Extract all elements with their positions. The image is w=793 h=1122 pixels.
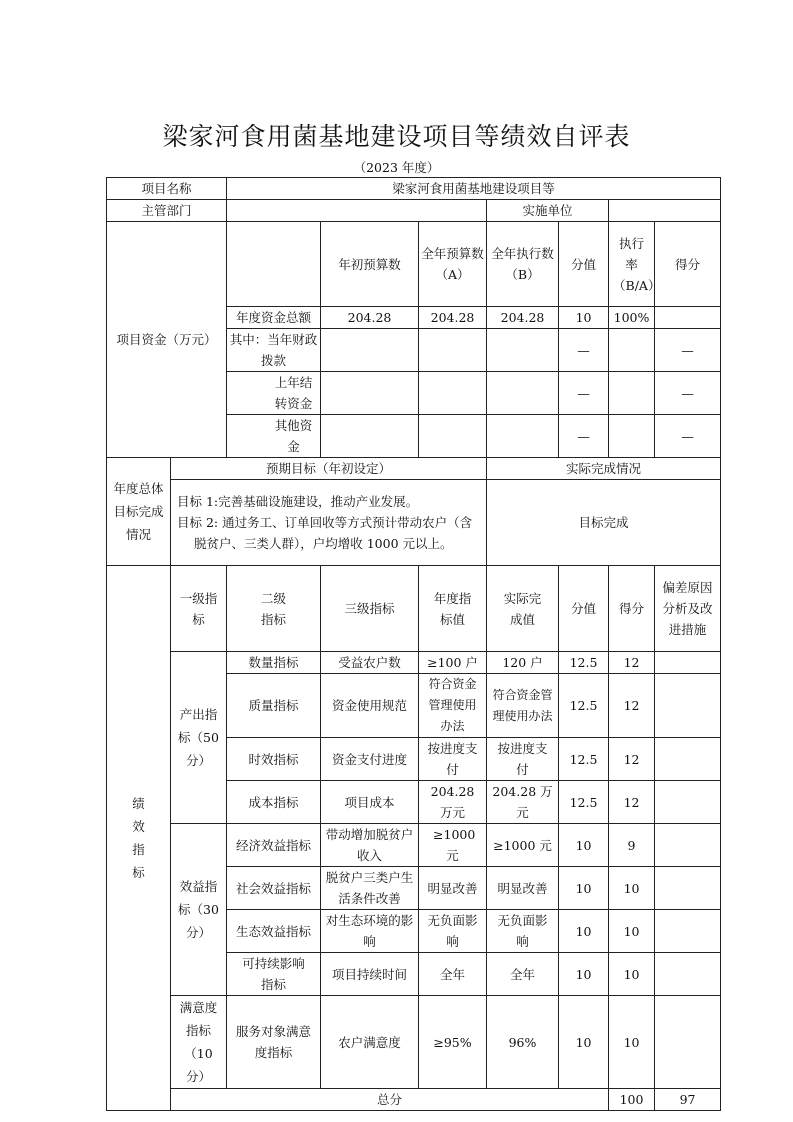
perf-target: 明显改善 xyxy=(419,867,487,910)
perf-deviation xyxy=(655,781,721,824)
perf-actual: 96% xyxy=(487,996,559,1089)
total-score: 97 xyxy=(655,1089,721,1111)
perf-header-score: 得分 xyxy=(609,566,655,652)
perf-deviation xyxy=(655,824,721,867)
project-name-label: 项目名称 xyxy=(107,178,227,200)
perf-target: ≥100 户 xyxy=(419,652,487,674)
perf-deviation xyxy=(655,996,721,1089)
funds-score xyxy=(655,307,721,329)
perf-score: 9 xyxy=(609,824,655,867)
perf-group-benefit: 效益指标（30分） xyxy=(171,824,227,996)
perf-score: 12 xyxy=(609,674,655,738)
perf-target: ≥95% xyxy=(419,996,487,1089)
funds-score-value: — xyxy=(559,329,609,372)
funds-rate xyxy=(609,372,655,415)
perf-target: ≥1000 元 xyxy=(419,824,487,867)
perf-actual: 明显改善 xyxy=(487,867,559,910)
perf-deviation xyxy=(655,652,721,674)
funds-rate xyxy=(609,329,655,372)
perf-score-value: 10 xyxy=(559,867,609,910)
perf-score: 10 xyxy=(609,910,655,953)
funds-header-score: 得分 xyxy=(655,222,721,307)
funds-initial xyxy=(321,329,419,372)
perf-level2: 生态效益指标 xyxy=(227,910,321,953)
funds-executed xyxy=(487,329,559,372)
funds-header-score-value: 分值 xyxy=(559,222,609,307)
goal-2-line-1: 目标 2: 通过务工、订单回收等方式预计带动农户（含 xyxy=(177,515,473,530)
total-row xyxy=(107,1089,721,1111)
perf-header-level3: 三级指标 xyxy=(321,566,419,652)
funds-score-value: — xyxy=(559,415,609,458)
perf-target: 符合资金管理使用办法 xyxy=(419,674,487,738)
perf-target: 全年 xyxy=(419,953,487,996)
perf-actual: ≥1000 元 xyxy=(487,824,559,867)
perf-header-deviation: 偏差原因分析及改进措施 xyxy=(655,566,721,652)
goals-actual-header: 实际完成情况 xyxy=(487,458,721,480)
funds-score-value: 10 xyxy=(559,307,609,329)
year-subtitle: （2023 年度） xyxy=(353,160,440,175)
perf-actual: 120 户 xyxy=(487,652,559,674)
perf-target: 无负面影响 xyxy=(419,910,487,953)
perf-level2: 成本指标 xyxy=(227,781,321,824)
perf-level3: 项目成本 xyxy=(321,781,419,824)
perf-score-value: 12.5 xyxy=(559,781,609,824)
perf-deviation xyxy=(655,910,721,953)
perf-group-output: 产出指标（50分） xyxy=(171,652,227,824)
perf-level2: 社会效益指标 xyxy=(227,867,321,910)
perf-score-value: 10 xyxy=(559,824,609,867)
perf-header-target: 年度指标值 xyxy=(419,566,487,652)
goals-actual-text: 目标完成 xyxy=(487,480,721,566)
perf-score: 10 xyxy=(609,953,655,996)
perf-level3: 脱贫户三类户生活条件改善 xyxy=(321,867,419,910)
goals-expected-text xyxy=(171,480,487,566)
perf-level2: 数量指标 xyxy=(227,652,321,674)
perf-level2: 时效指标 xyxy=(227,738,321,781)
goals-expected-header: 预期目标（年初设定） xyxy=(171,458,487,480)
funds-annual: 204.28 xyxy=(419,307,487,329)
perf-actual: 无负面影响 xyxy=(487,910,559,953)
perf-level3: 对生态环境的影响 xyxy=(321,910,419,953)
perf-target: 按进度支付 xyxy=(419,738,487,781)
goals-label: 年度总体目标完成情况 xyxy=(107,458,171,566)
perf-group-satisfaction: 满意度指标（10分） xyxy=(171,996,227,1089)
perf-actual: 全年 xyxy=(487,953,559,996)
total-score-value: 100 xyxy=(609,1089,655,1111)
perf-score: 10 xyxy=(609,996,655,1089)
perf-row xyxy=(107,996,721,1089)
perf-row xyxy=(107,824,721,867)
perf-deviation xyxy=(655,674,721,738)
perf-level2: 可持续影响指标 xyxy=(227,953,321,996)
total-label: 总分 xyxy=(171,1089,609,1111)
funds-rate: 100% xyxy=(609,307,655,329)
perf-level3: 受益农户数 xyxy=(321,652,419,674)
funds-header-blank xyxy=(227,222,321,307)
funds-header-initial: 年初预算数 xyxy=(321,222,419,307)
perf-header-level1: 一级指标 xyxy=(171,566,227,652)
funds-initial xyxy=(321,372,419,415)
perf-level3: 项目持续时间 xyxy=(321,953,419,996)
perf-deviation xyxy=(655,738,721,781)
funds-label: 项目资金（万元） xyxy=(107,222,227,458)
perf-header-score-value: 分值 xyxy=(559,566,609,652)
funds-header-rate: 执行率（B/A） xyxy=(609,222,655,307)
funds-rate xyxy=(609,415,655,458)
perf-score-value: 10 xyxy=(559,910,609,953)
funds-row-label: 其他资金 xyxy=(227,415,321,458)
perf-score: 12 xyxy=(609,652,655,674)
funds-executed xyxy=(487,372,559,415)
funds-score: — xyxy=(655,372,721,415)
funds-score: — xyxy=(655,415,721,458)
project-name-value: 梁家河食用菌基地建设项目等 xyxy=(227,178,721,200)
perf-target: 204.28 万元 xyxy=(419,781,487,824)
funds-initial xyxy=(321,415,419,458)
perf-level2: 质量指标 xyxy=(227,674,321,738)
perf-score-value: 12.5 xyxy=(559,652,609,674)
goal-1: 目标 1:完善基础设施建设，推动产业发展。 xyxy=(177,494,419,509)
dept-row xyxy=(107,200,721,222)
funds-executed: 204.28 xyxy=(487,307,559,329)
perf-actual: 204.28 万元 xyxy=(487,781,559,824)
perf-row xyxy=(107,652,721,674)
funds-executed xyxy=(487,415,559,458)
perf-level2: 经济效益指标 xyxy=(227,824,321,867)
perf-actual: 按进度支付 xyxy=(487,738,559,781)
funds-initial: 204.28 xyxy=(321,307,419,329)
unit-label: 实施单位 xyxy=(487,200,609,222)
perf-level3: 资金使用规范 xyxy=(321,674,419,738)
funds-annual xyxy=(419,329,487,372)
goals-header-row xyxy=(107,458,721,480)
funds-score-value: — xyxy=(559,372,609,415)
dept-value xyxy=(227,200,487,222)
perf-score: 10 xyxy=(609,867,655,910)
dept-label: 主管部门 xyxy=(107,200,227,222)
perf-level3: 资金支付进度 xyxy=(321,738,419,781)
funds-score: — xyxy=(655,329,721,372)
perf-level3: 农户满意度 xyxy=(321,996,419,1089)
project-name-row xyxy=(107,178,721,200)
funds-row-label: 上年结转资金 xyxy=(227,372,321,415)
funds-annual xyxy=(419,372,487,415)
perf-score: 12 xyxy=(609,738,655,781)
perf-deviation xyxy=(655,953,721,996)
perf-header-level2: 二级指标 xyxy=(227,566,321,652)
goals-content-row xyxy=(107,480,721,566)
perf-score-value: 10 xyxy=(559,953,609,996)
perf-header-row xyxy=(107,566,721,652)
funds-row-label: 其中：当年财政拨款 xyxy=(227,329,321,372)
funds-header-row xyxy=(107,222,721,307)
unit-value xyxy=(609,200,721,222)
funds-header-executed: 全年执行数（B） xyxy=(487,222,559,307)
perf-deviation xyxy=(655,867,721,910)
perf-score-value: 10 xyxy=(559,996,609,1089)
perf-level2: 服务对象满意度指标 xyxy=(227,996,321,1089)
perf-score-value: 12.5 xyxy=(559,738,609,781)
perf-level3: 带动增加脱贫户收入 xyxy=(321,824,419,867)
perf-actual: 符合资金管理使用办法 xyxy=(487,674,559,738)
goal-2-line-2: 脱贫户、三类人群），户均增收 1000 元以上。 xyxy=(194,536,453,551)
perf-label: 绩效指标 xyxy=(107,566,171,1111)
funds-header-annual: 全年预算数（A） xyxy=(419,222,487,307)
funds-annual xyxy=(419,415,487,458)
perf-score-value: 12.5 xyxy=(559,674,609,738)
funds-row-label: 年度资金总额 xyxy=(227,307,321,329)
perf-score: 12 xyxy=(609,781,655,824)
evaluation-table xyxy=(106,177,721,1111)
page-title: 梁家河食用菌基地建设项目等绩效自评表 xyxy=(162,122,631,151)
perf-header-actual: 实际完成值 xyxy=(487,566,559,652)
